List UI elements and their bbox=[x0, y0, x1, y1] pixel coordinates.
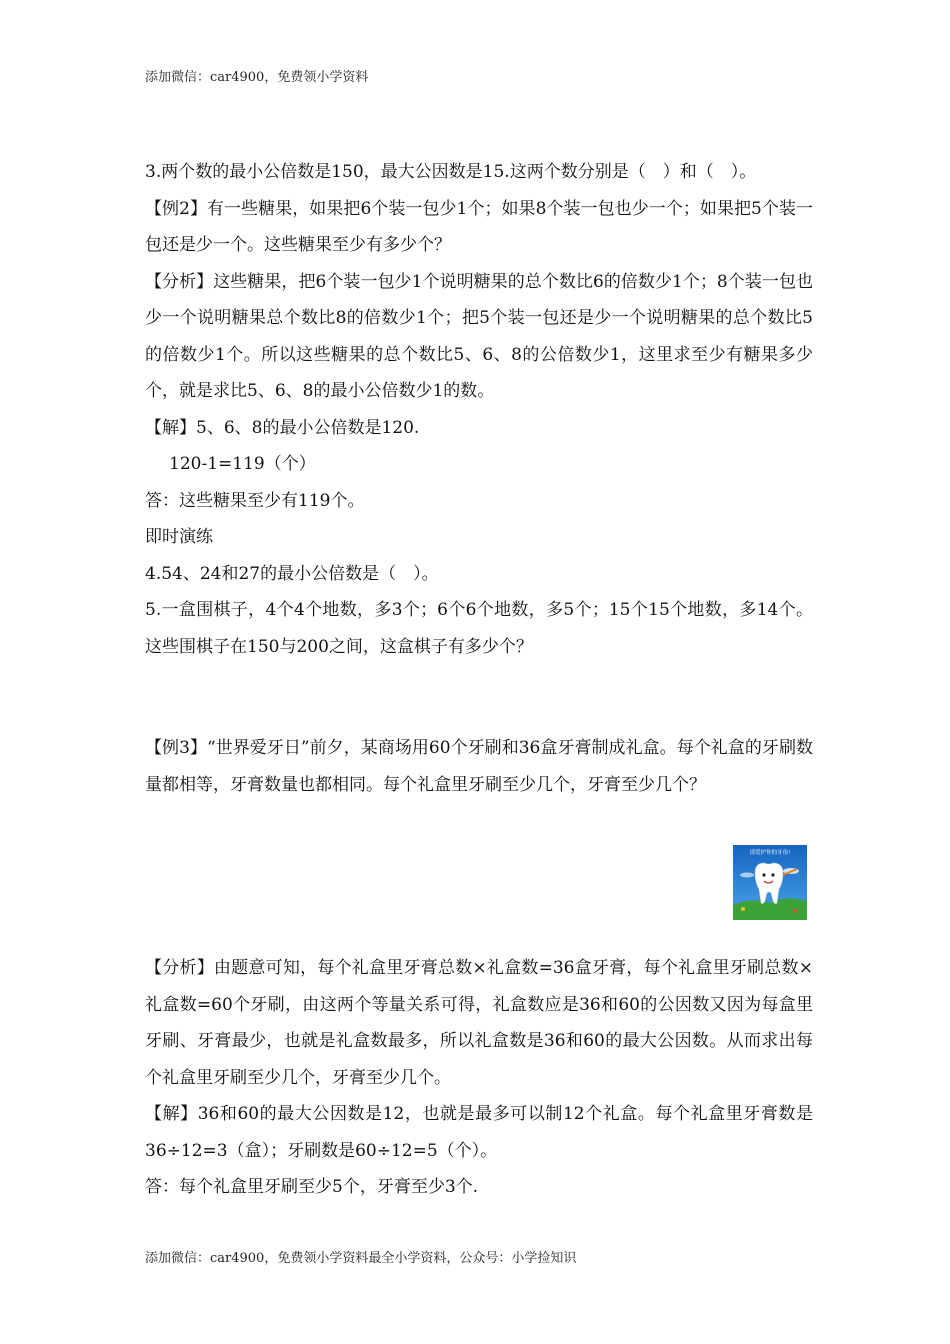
section-example-3 bbox=[145, 730, 813, 803]
page-footer: 添加微信：car4900，免费领小学资料最全小学资料，公众号：小学捡知识 bbox=[145, 1251, 577, 1266]
section-example-3-solution bbox=[145, 950, 813, 1206]
question-3: 3.两个数的最小公倍数是150，最大公因数是15.这两个数分别是（ ）和（ ）。 bbox=[145, 162, 757, 182]
practice-heading: 即时演练 bbox=[145, 527, 213, 547]
example-2-solution: 【解】5、6、8的最小公倍数是120. bbox=[145, 417, 420, 438]
tooth-cartoon-image bbox=[733, 845, 807, 920]
example-2-calculation: 120-1=119（个） bbox=[169, 454, 316, 474]
section-example-2 bbox=[145, 154, 813, 665]
example-2-question: 【例2】有一些糖果，如果把6个装一包少1个；如果8个装一包也少一个；如果把5个装一包还是少一个。这些糖果至少有多少个？ bbox=[145, 198, 813, 255]
question-5: 5.一盒围棋子，4个4个地数，多3个；6个6个地数，多5个；15个15个地数，多14个。这些围棋子在150与200之间，这盒棋子有多少个？ bbox=[145, 600, 813, 657]
question-4: 4.54、24和27的最小公倍数是（ ）。 bbox=[145, 563, 439, 584]
example-2-answer: 答：这些糖果至少有119个。 bbox=[145, 490, 365, 511]
example-3-analysis: 【分析】由题意可知，每个礼盒里牙膏总数×礼盒数=36盒牙膏，每个礼盒里牙刷总数×礼盒数=60个牙刷，由这两个等量关系可得，礼盒数应是36和60的公因数又因为每盒里牙刷、牙膏最少，也就是礼盒数最多，所以礼盒数是36和60的最大公因数。从而求出每个礼盒里牙刷至少几个，牙膏至少几个。 bbox=[145, 958, 813, 1088]
example-3-question: 【例3】“世界爱牙日”前夕，某商场用60个牙刷和36盒牙膏制成礼盒。每个礼盒的牙刷数量都相等，牙膏数量也都相同。每个礼盒里牙刷至少几个，牙膏至少几个？ bbox=[145, 738, 813, 795]
example-3-answer: 答：每个礼盒里牙刷至少5个，牙膏至少3个. bbox=[145, 1177, 479, 1197]
example-2-analysis: 【分析】这些糖果，把6个装一包少1个说明糖果的总个数比6的倍数少1个；8个装一包也少一个说明糖果总个数比8的倍数少1个；把5个装一包还是少一个说明糖果的总个数比5的倍数少1个。所以这些糖果的总个数比5、6、8的公倍数少1，这里求至少有糖果多少个，就是求比5、6、8的最小公倍数少1的数。 bbox=[145, 271, 813, 401]
image-caption: 请爱护你的牙齿! bbox=[749, 850, 791, 856]
page-header: 添加微信：car4900，免费领小学资料 bbox=[145, 70, 369, 85]
example-3-solution: 【解】36和60的最大公因数是12，也就是最多可以制12个礼盒。每个礼盒里牙膏数是36÷12=3（盒）；牙刷数是60÷12=5（个）。 bbox=[145, 1104, 813, 1161]
